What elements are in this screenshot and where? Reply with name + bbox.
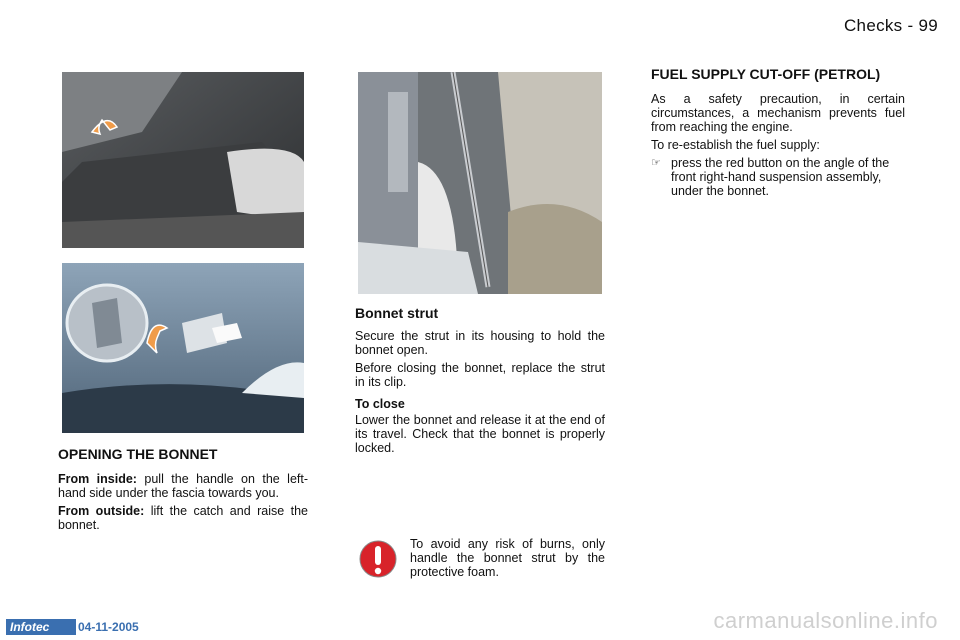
infotec-logo: Infotec: [6, 619, 76, 635]
fuel-paragraph-2: To re-establish the fuel supply:: [651, 138, 820, 152]
photo-interior-handle: [62, 72, 304, 248]
page-header: Checks - 99: [843, 16, 938, 35]
strut-paragraph-1: Secure the strut in its housing to hold the bonnet open.: [355, 329, 605, 357]
bonnet-strut-section: [355, 305, 605, 459]
fuel-bullet-item: [651, 156, 905, 202]
opening-bonnet-section: [58, 446, 308, 536]
from-inside-paragraph: [58, 472, 308, 500]
fuel-cutoff-heading: FUEL SUPPLY CUT-OFF (PETROL): [651, 66, 881, 82]
from-outside-text: lift the catch and raise the bonnet.: [58, 504, 308, 532]
from-inside-label: From inside:: [58, 472, 137, 486]
fuel-cutoff-section: [651, 66, 905, 202]
fuel-bullet-text: press the red button on the angle of the front right-hand suspension assembly, under the bonnet.: [671, 156, 890, 198]
to-close-text: Lower the bonnet and release it at the end of its travel. Check that the bonnet is properly locked.: [355, 413, 605, 455]
from-outside-paragraph: [58, 504, 308, 532]
to-close-heading: To close: [355, 397, 405, 411]
warning-icon: [358, 538, 398, 585]
warning-paragraph: To avoid any risk of burns, only handle the bonnet strut by the protective foam.: [410, 537, 605, 579]
fuel-paragraph-1: As a safety precaution, in certain circumstances, a mechanism prevents fuel from reaching the engine.: [651, 92, 905, 134]
pointing-hand-icon: ☞: [651, 157, 661, 169]
from-inside-text: pull the handle on the left-hand side under the fascia towards you.: [58, 472, 309, 500]
warning-text: [410, 537, 605, 583]
photo-exterior-catch: [62, 263, 304, 433]
bonnet-strut-heading: Bonnet strut: [355, 305, 439, 321]
photo-bonnet-strut: [358, 72, 602, 294]
footer-date: 04-11-2005: [78, 620, 139, 634]
strut-paragraph-2: Before closing the bonnet, replace the strut in its clip.: [355, 361, 605, 389]
from-outside-label: From outside:: [58, 504, 145, 518]
opening-bonnet-heading: OPENING THE BONNET: [58, 446, 218, 462]
watermark: carmanualsonline.info: [713, 608, 938, 633]
